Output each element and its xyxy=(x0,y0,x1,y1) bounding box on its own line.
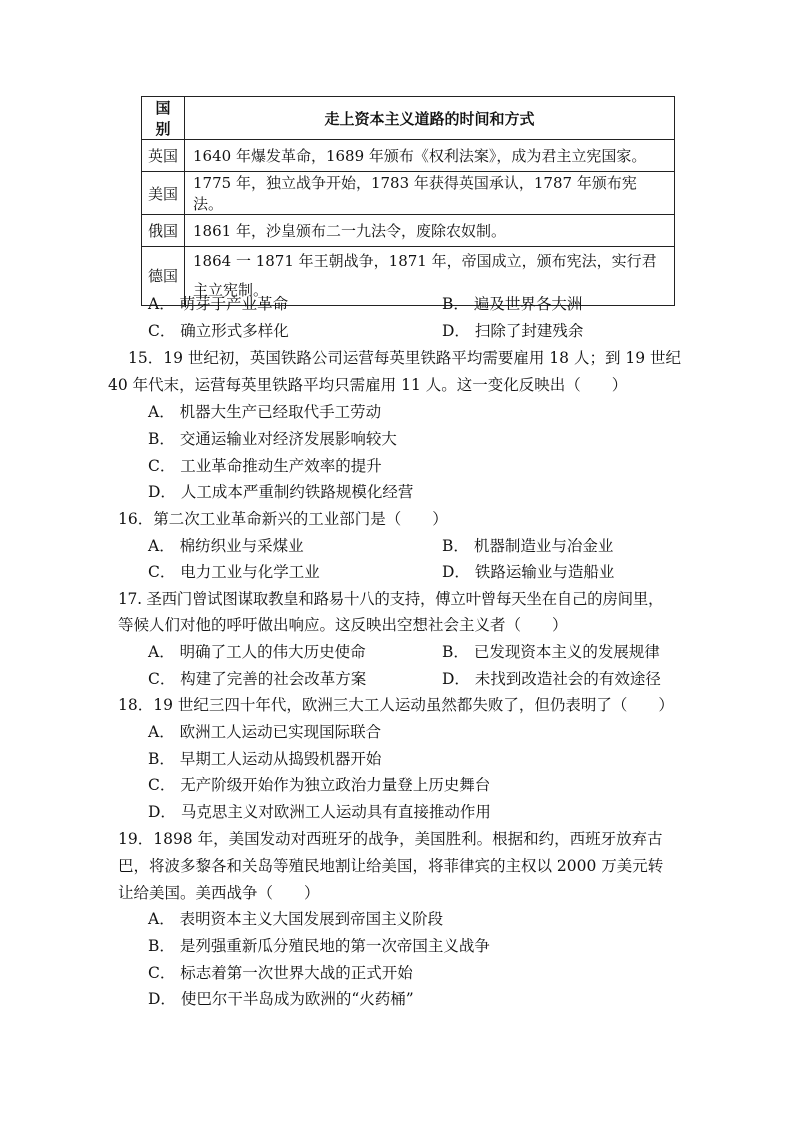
q15-stem-line1: 15．19 世纪初，英国铁路公司运营每英里铁路平均需要雇用 18 人；到 19 世纪 xyxy=(128,349,682,367)
q15-option-c: C． 工业革命推动生产效率的提升 xyxy=(148,457,382,475)
q16-option-c: C． 电力工业与化学工业 xyxy=(148,563,320,581)
q14-option-c: C． 确立形式多样化 xyxy=(148,322,289,340)
table-header-row xyxy=(142,97,675,140)
capitalism-path-table xyxy=(141,96,675,306)
q17-option-a: A． 明确了工人的伟大历史使命 xyxy=(148,643,366,661)
q17-option-c: C． 构建了完善的社会改革方案 xyxy=(148,670,367,688)
q16-stem: 16．第二次工业革命新兴的工业部门是（ ） xyxy=(118,510,448,528)
table-cell-desc: 1640 年爆发革命，1689 年颁布《权利法案》，成为君主立宪国家。 xyxy=(185,140,675,172)
table-cell-country: 美国 xyxy=(142,172,185,215)
table-cell-country: 俄国 xyxy=(142,215,185,247)
q15-option-d: D． 人工成本严重制约铁路规模化经营 xyxy=(148,483,414,501)
q18-option-a: A． 欧洲工人运动已实现国际联合 xyxy=(148,723,382,741)
q19-option-b: B． 是列强重新瓜分殖民地的第一次帝国主义战争 xyxy=(148,937,490,955)
table-header-path: 走上资本主义道路的时间和方式 xyxy=(185,97,675,140)
q15-option-a: A． 机器大生产已经取代手工劳动 xyxy=(148,403,382,421)
q19-stem-line2: 巴，将波多黎各和关岛等殖民地割让给美国，将菲律宾的主权以 2000 万美元转 xyxy=(118,857,664,875)
table-row xyxy=(142,215,675,247)
q18-option-b: B． 早期工人运动从捣毁机器开始 xyxy=(148,750,382,768)
table-row xyxy=(142,172,675,215)
q16-option-d: D． 铁路运输业与造船业 xyxy=(442,563,615,581)
q14-option-a: A． 萌芽于产业革命 xyxy=(148,295,289,313)
q18-stem: 18．19 世纪三四十年代，欧洲三大工人运动虽然都失败了，但仍表明了（ ） xyxy=(118,696,674,714)
q15-stem-line2: 40 年代末，运营每英里铁路平均只需雇用 11 人。这一变化反映出（ ） xyxy=(108,376,628,394)
table-row xyxy=(142,140,675,172)
table-cell-desc: 1775 年，独立战争开始，1783 年获得英国承认，1787 年颁布宪法。 xyxy=(185,172,675,215)
q19-stem-line1: 19．1898 年，美国发动对西班牙的战争，美国胜利。根据和约，西班牙放弃古 xyxy=(118,830,663,848)
q19-option-d: D． 使巴尔干半岛成为欧洲的“火药桶” xyxy=(148,990,414,1008)
q19-option-c: C． 标志着第一次世界大战的正式开始 xyxy=(148,964,413,982)
table-cell-country: 英国 xyxy=(142,140,185,172)
table-cell-country: 德国 xyxy=(142,247,185,306)
table-cell-desc: 1861 年，沙皇颁布二一九法令，废除农奴制。 xyxy=(185,215,675,247)
table-cell-desc: 1864 一 1871 年王朝战争，1871 年，帝国成立，颁布宪法，实行君主立宪制。 xyxy=(185,247,675,306)
q19-stem-line3: 让给美国。美西战争（ ） xyxy=(118,884,320,902)
q17-option-d: D． 未找到改造社会的有效途径 xyxy=(442,670,661,688)
q17-stem-line1: 17. 圣西门曾试图谋取教皇和路易十八的支持，傅立叶曾每天坐在自己的房间里， xyxy=(118,590,664,608)
q19-option-a: A． 表明资本主义大国发展到帝国主义阶段 xyxy=(148,910,444,928)
q17-option-b: B． 已发现资本主义的发展规律 xyxy=(442,643,660,661)
table-header-country: 国别 xyxy=(142,97,185,140)
q16-option-a: A． 棉纺织业与采煤业 xyxy=(148,537,304,555)
q16-option-b: B． 机器制造业与冶金业 xyxy=(442,537,614,555)
q18-option-d: D． 马克思主义对欧洲工人运动具有直接推动作用 xyxy=(148,803,491,821)
q17-stem-line2: 等候人们对他的呼吁做出响应。这反映出空想社会主义者（ ） xyxy=(118,616,568,634)
q14-option-d: D． 扫除了封建残余 xyxy=(442,322,584,340)
q15-option-b: B． 交通运输业对经济发展影响较大 xyxy=(148,430,397,448)
q18-option-c: C． 无产阶级开始作为独立政治力量登上历史舞台 xyxy=(148,776,491,794)
q14-option-b: B． 遍及世界各大洲 xyxy=(442,295,583,313)
